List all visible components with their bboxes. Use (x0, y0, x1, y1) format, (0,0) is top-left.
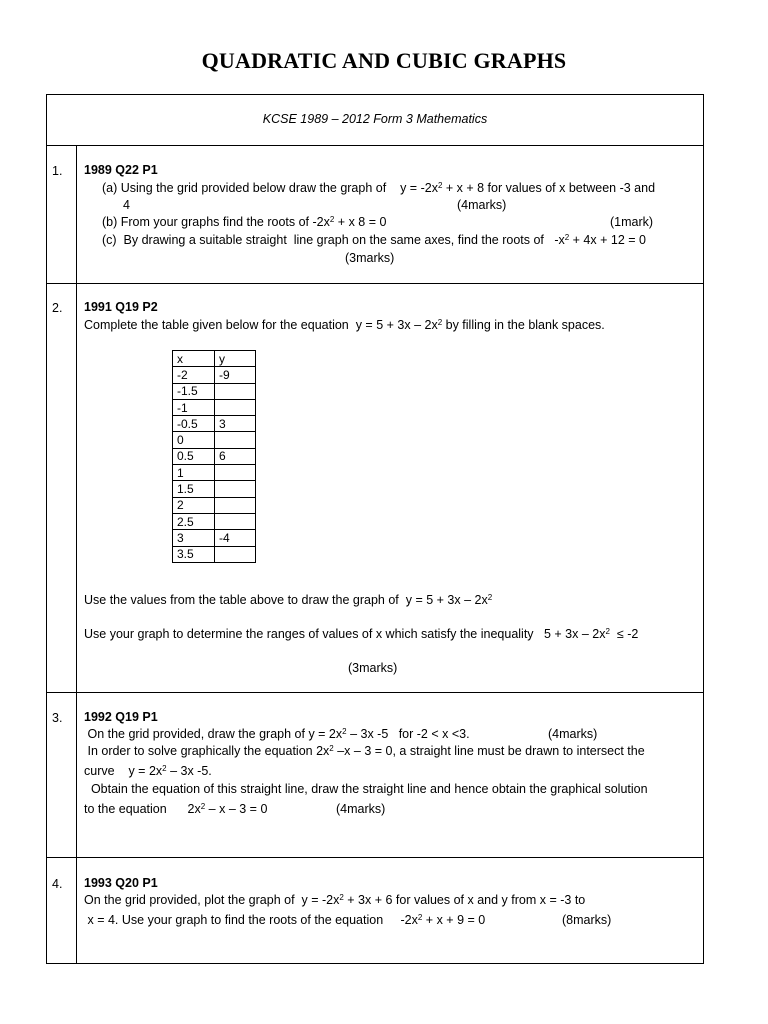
question-text: Use the values from the table above to draw the graph of $y = 5 + 3x - 2x^2$ (84, 593, 493, 607)
y-value-cell: -9 (215, 367, 256, 383)
y-value-cell: 3 (215, 416, 256, 432)
question-number: 2. (52, 301, 63, 315)
table-row (173, 481, 256, 497)
marks-label: (3marks) (348, 661, 398, 675)
y-value-cell (215, 399, 256, 415)
question-number: 4. (52, 877, 63, 891)
question-reference: 1993 Q20 P1 (84, 876, 158, 890)
question-text: curve $y = 2x^2 - 3x$ -5. (84, 764, 212, 778)
question-text: On the grid provided, plot the graph of $y = -2x^2 + 3x + 6$ for values of x and y from x = -3 to (84, 893, 586, 907)
question-number: 1. (52, 164, 63, 178)
column-divider (76, 145, 77, 964)
question-text: Obtain the equation of this straight line, draw the straight line and hence obtain the graphical solution (84, 782, 648, 796)
table-row (173, 530, 256, 546)
question-text: x = 4. Use your graph to find the roots of the equation $-2x^2 + x + 9 = 0$ (84, 913, 486, 927)
marks-label: (4marks) (548, 727, 598, 741)
table-row (173, 465, 256, 481)
y-value-cell: -4 (215, 530, 256, 546)
values-table (172, 350, 256, 563)
question-reference: 1989 Q22 P1 (84, 163, 158, 177)
question-reference: 1992 Q19 P1 (84, 710, 158, 724)
question-reference: 1991 Q19 P2 (84, 300, 158, 314)
row-divider (46, 283, 704, 284)
x-header-cell: x (173, 351, 215, 367)
marks-label: (8marks) (562, 913, 612, 927)
y-header-cell: y (215, 351, 256, 367)
question-text: In order to solve graphically the equation $2x^2$ –x – 3 = 0, a straight line must be drawn to intersect the (84, 744, 645, 758)
y-value-cell (215, 481, 256, 497)
question-text: On the grid provided, draw the graph of $y = 2x^2 - 3x$ -5 for -2 < x <3. (84, 727, 470, 741)
marks-label: (4marks) (457, 198, 507, 212)
x-value-cell: -1.5 (173, 383, 215, 399)
table-row (173, 383, 256, 399)
table-row (173, 513, 256, 529)
table-row (173, 416, 256, 432)
y-value-cell (215, 465, 256, 481)
question-text: Use your graph to determine the ranges of values of x which satisfy the inequality $5 + 3x - 2x^2 \le -2$ (84, 627, 639, 641)
subtitle: KCSE 1989 – 2012 Form 3 Mathematics (262, 112, 488, 126)
x-value-cell: 0 (173, 432, 215, 448)
y-value-cell: 6 (215, 448, 256, 464)
y-value-cell (215, 546, 256, 562)
marks-label: (4marks) (336, 802, 386, 816)
x-value-cell: 3 (173, 530, 215, 546)
row-divider (46, 692, 704, 693)
table-header-row (173, 351, 256, 367)
question-text: to the equation $2x^2 - x - 3 = 0$ (84, 802, 268, 816)
x-value-cell: 2.5 (173, 513, 215, 529)
y-value-cell (215, 383, 256, 399)
y-value-cell (215, 432, 256, 448)
page-title: QUADRATIC AND CUBIC GRAPHS (201, 48, 567, 73)
x-value-cell: 2 (173, 497, 215, 513)
x-value-cell: 3.5 (173, 546, 215, 562)
x-value-cell: 1.5 (173, 481, 215, 497)
table-row (173, 432, 256, 448)
table-row (173, 399, 256, 415)
row-divider (46, 145, 704, 146)
table-row (173, 367, 256, 383)
table-row (173, 497, 256, 513)
question-number: 3. (52, 711, 63, 725)
x-value-cell: -1 (173, 399, 215, 415)
marks-label: (1mark) (610, 215, 654, 229)
question-text: 4 (123, 198, 130, 212)
x-value-cell: -0.5 (173, 416, 215, 432)
x-value-cell: 0.5 (173, 448, 215, 464)
y-value-cell (215, 513, 256, 529)
question-part-b: (b) From your graphs find the roots of $-2x^2 + x$ 8 = 0 (102, 215, 387, 229)
x-value-cell: 1 (173, 465, 215, 481)
row-divider (46, 857, 704, 858)
question-part-c: (c) By drawing a suitable straight line graph on the same axes, find the roots of $-x^2 + 4x + 12 = 0$ (102, 233, 646, 247)
question-text: Complete the table given below for the equation $y = 5 + 3x - 2x^2$ by filling in the blank spaces. (84, 318, 605, 332)
table-row (173, 546, 256, 562)
question-part-a: (a) Using the grid provided below draw the graph of $y = -2x^2 + x + 8$ for values of x between -3 and (102, 181, 656, 195)
y-value-cell (215, 497, 256, 513)
marks-label: (3marks) (345, 251, 395, 265)
table-row (173, 448, 256, 464)
x-value-cell: -2 (173, 367, 215, 383)
